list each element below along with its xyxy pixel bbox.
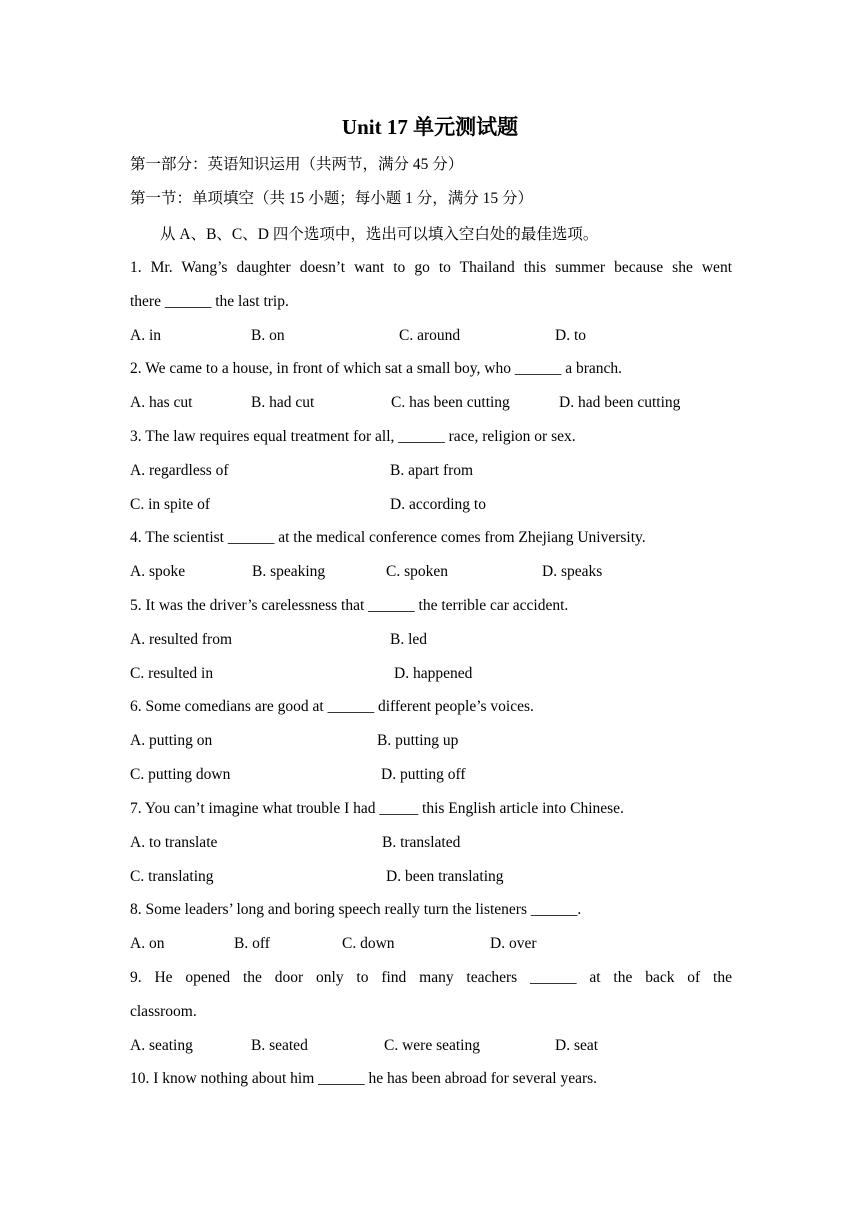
question-9-option-d: D. seat <box>555 1037 599 1054</box>
question-9-stem: 9. He opened the door only to find many teachers ______ at the back of the <box>130 969 732 986</box>
question-6-stem: 6. Some comedians are good at ______ different people’s voices. <box>130 698 534 715</box>
question-8-option-a: A. on <box>130 935 165 952</box>
question-5-option-b: B. led <box>390 631 428 648</box>
question-3-option-a: A. regardless of <box>130 462 229 479</box>
question-1-stem: 1. Mr. Wang’s daughter doesn’t want to go to Thailand this summer because she went <box>130 259 732 276</box>
question-7-option-a: A. to translate <box>130 834 218 851</box>
question-1-option-b: B. on <box>251 327 285 344</box>
question-1-option-d: D. to <box>555 327 586 344</box>
question-6-option-c: C. putting down <box>130 766 231 783</box>
question-9-option-c: C. were seating <box>384 1037 480 1054</box>
question-5-stem: 5. It was the driver’s carelessness that ______ the terrible car accident. <box>130 597 569 614</box>
question-4-stem: 4. The scientist ______ at the medical conference comes from Zhejiang University. <box>130 529 646 546</box>
question-2-option-a: A. has cut <box>130 394 193 411</box>
question-6-option-b: B. putting up <box>377 732 459 749</box>
question-5-option-d: D. happened <box>394 665 473 682</box>
question-1-stem-cont: there ______ the last trip. <box>130 293 289 310</box>
question-9-stem-cont: classroom. <box>130 1003 197 1020</box>
question-8-option-d: D. over <box>490 935 537 952</box>
question-2-option-d: D. had been cutting <box>559 394 681 411</box>
section-heading: 第一节：单项填空（共 15 小题；每小题 1 分，满分 15 分） <box>130 190 534 207</box>
question-5-option-a: A. resulted from <box>130 631 233 648</box>
question-3-option-b: B. apart from <box>390 462 474 479</box>
question-2-stem: 2. We came to a house, in front of which sat a small boy, who ______ a branch. <box>130 360 623 377</box>
question-8-option-c: C. down <box>342 935 395 952</box>
question-5-option-c: C. resulted in <box>130 665 214 682</box>
question-7-option-b: B. translated <box>382 834 461 851</box>
question-8-stem: 8. Some leaders’ long and boring speech really turn the listeners ______. <box>130 901 582 918</box>
question-8-option-b: B. off <box>234 935 270 952</box>
question-1-option-a: A. in <box>130 327 161 344</box>
question-4-option-b: B. speaking <box>252 563 326 580</box>
question-3-stem: 3. The law requires equal treatment for all, ______ race, religion or sex. <box>130 428 576 445</box>
question-9-option-a: A. seating <box>130 1037 193 1054</box>
question-7-stem: 7. You can’t imagine what trouble I had _____ this English article into Chinese. <box>130 800 624 817</box>
question-4-option-d: D. speaks <box>542 563 603 580</box>
question-6-option-d: D. putting off <box>381 766 466 783</box>
question-3-option-c: C. in spite of <box>130 496 211 513</box>
question-6-option-a: A. putting on <box>130 732 213 749</box>
question-10-stem: 10. I know nothing about him ______ he has been abroad for several years. <box>130 1070 598 1087</box>
question-4-option-c: C. spoken <box>386 563 448 580</box>
question-9-option-b: B. seated <box>251 1037 308 1054</box>
part-heading: 第一部分：英语知识运用（共两节，满分 45 分） <box>130 156 464 173</box>
question-2-option-b: B. had cut <box>251 394 315 411</box>
question-7-option-c: C. translating <box>130 868 214 885</box>
question-7-option-d: D. been translating <box>386 868 504 885</box>
question-3-option-d: D. according to <box>390 496 486 513</box>
question-2-option-c: C. has been cutting <box>391 394 510 411</box>
page-title: Unit 17 单元测试题 <box>341 115 519 139</box>
question-4-option-a: A. spoke <box>130 563 186 580</box>
question-1-option-c: C. around <box>399 327 461 344</box>
instruction-text: 从 A、B、C、D 四个选项中，选出可以填入空白处的最佳选项。 <box>160 226 599 243</box>
